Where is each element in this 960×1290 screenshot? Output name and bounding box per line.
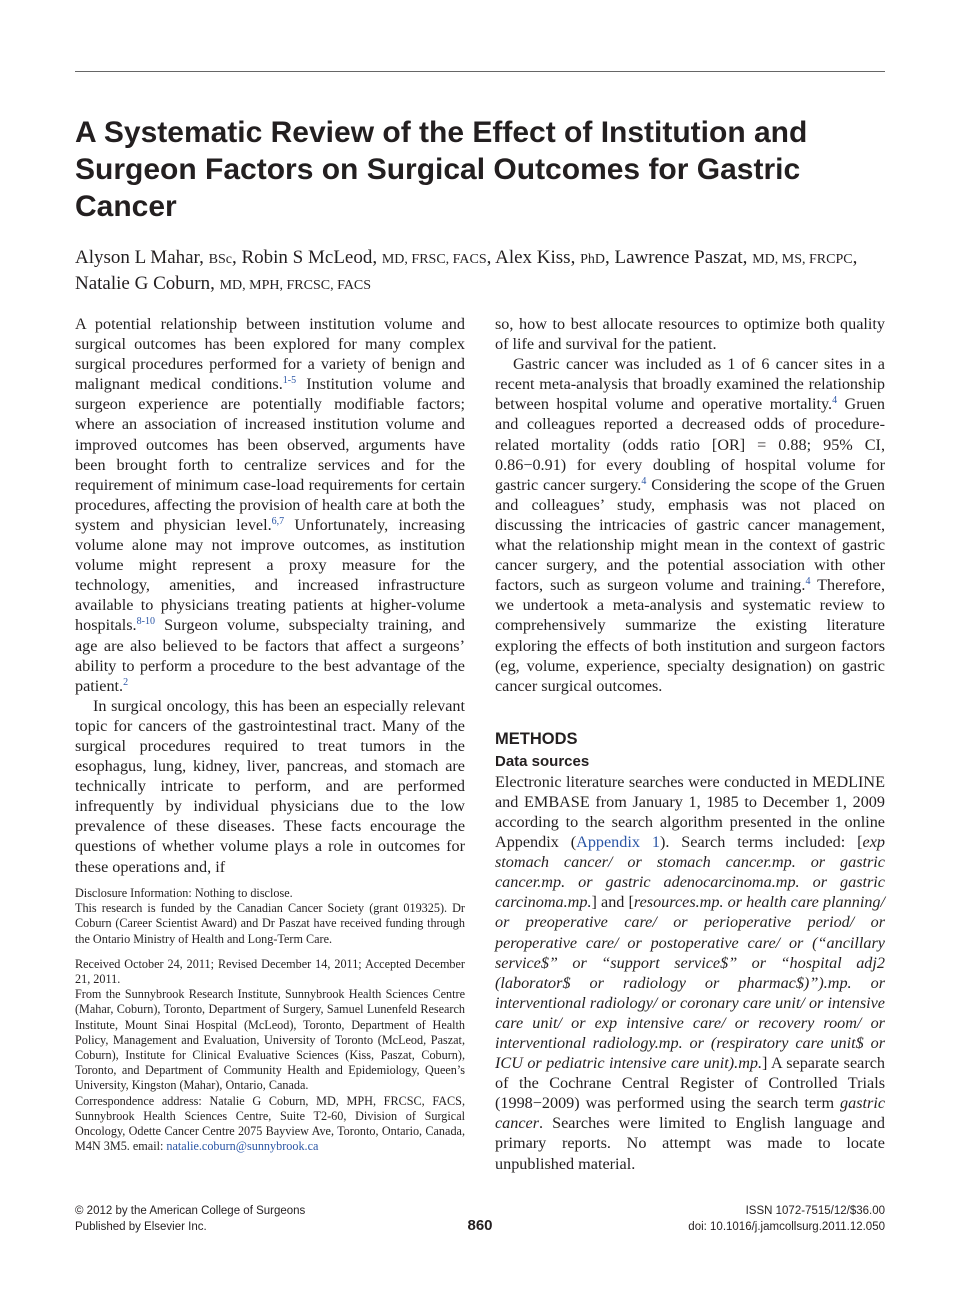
methods-heading: METHODS: [495, 729, 578, 748]
copyright-line: © 2012 by the American College of Surgeons: [75, 1205, 306, 1217]
author: Alyson L Mahar, BSc,: [75, 247, 242, 268]
italic-text: gastric cancer: [495, 1094, 885, 1133]
article-title: A Systematic Review of the Effect of Institution and Surgeon Factors on Surgical Outcomes for Gastric Cancer: [75, 116, 808, 223]
article-notes: [75, 886, 465, 1154]
page-footer: [75, 1204, 885, 1238]
italic-text: exp stomach cancer/ or stomach cancer.mp. or gastric cancer.mp. or gastric adenocarcinoma.mp. or gastric carcinoma.mp.: [495, 833, 886, 912]
received-dates: Received October 24, 2011; Revised December 14, 2011; Accepted December 21, 2011.: [75, 956, 465, 987]
intro-paragraph-1: A potential relationship between institution volume and surgical outcomes has been explored for many complex surgical procedures performed for a variety of benign and malignant medical conditions.$^{1-5}$ Institution volume and surgeon experience are potentially modifiable factors; where an association of increased institution volume and improved outcomes has been observed, arguments have been brought forth to centralize services and for the requirement of minimum case-load requirements for certain procedures, affecting the provision of health care at both the system and physician level.$^{6,7}$ Unfortunately, increasing volume alone may not improve outcomes, as institution volume might represent a proxy measure for the technology, amenities, and increased infrastructure available to physicians treating patients at higher-volume hospitals.$^{8-10}$ Surgeon volume, subspecialty training, and age are also believed to be factors that affect a surgeons’ ability to perform a procedure to the best advantage of the patient.$^2$: [75, 315, 465, 695]
author-degrees: PhD: [580, 252, 605, 267]
funding-note: This research is funded by the Canadian Cancer Society (grant 019325). Dr Coburn (Career Scientist Award) and Dr Paszat have received funding through the Ontario Ministry of Health and Long-Term Care.: [75, 901, 465, 946]
top-rule: [75, 71, 885, 72]
issn-line: ISSN 1072-7515/12/$36.00: [745, 1205, 885, 1217]
methods-paragraph: Electronic literature searches were conducted in MEDLINE and EMBASE from January 1, 1985 to December 1, 2009 according to the search algorithm presented in the online Appendix (Appendix 1). Search terms included: [exp stomach cancer/ or stomach cancer.mp. or gastric cancer.mp. or gastric adenocarcinoma.mp. or gastric carcinoma.mp.] and [resources.mp. or health care planning/ or preoperative care/ or perioperative period/ or peroperative care/ or postoperative care/ or (“ancillary service$” or “support service$” or “hospital adj2 (laborator$ or radiology or pharmac$)”).mp. or interventional radiology/ or coronary care unit/ or intensive care unit/ or exp intensive care/ or recovery room/ or interventional radiology.mp. or (respiratory care unit$ or ICU or pediatric intensive care unit).mp.] A separate search of the Cochrane Central Register of Controlled Trials (1998−2009) was performed using the search term gastric cancer. Searches were limited to English language and primary reports. No attempt was made to locate unpublished material.: [495, 772, 886, 1173]
citation-ref[interactable]: 4: [641, 475, 647, 487]
author: [75, 273, 371, 294]
author: Lawrence Paszat, MD, MS, FRCPC,: [614, 247, 858, 268]
intro-paragraph-3: so, how to best allocate resources to optimize both quality of life and survival for the patient.: [495, 315, 885, 354]
author-degrees: MD, FRSC, FACS: [381, 252, 487, 267]
author-degrees: MD, MS, FRCPC: [752, 252, 853, 267]
author-name: Alex Kiss,: [495, 247, 581, 268]
citation-ref[interactable]: 1-5: [282, 375, 297, 387]
author-name: Robin S McLeod,: [241, 247, 382, 268]
citation-ref[interactable]: 4: [805, 576, 811, 588]
citation-ref[interactable]: 4: [832, 395, 838, 407]
publisher-line: Published by Elsevier Inc.: [75, 1220, 207, 1233]
disclosure-note: Disclosure Information: Nothing to disclose.: [75, 886, 293, 900]
author-name: Natalie G Coburn,: [75, 273, 220, 294]
intro-paragraph-2: In surgical oncology, this has been an especially relevant topic for cancers of the gastrointestinal tract. Many of the surgical procedures required to treat tumors in the esophagus, lung, kidney, liver, pancreas, and stomach are technically intricate to perform, and are performed infrequently by individual physicians due to the low prevalence of these diseases. These facts encourage the questions of whether volume plays a role in outcomes for these operations and, if: [75, 696, 465, 876]
author: Alex Kiss, PhD,: [495, 247, 615, 268]
citation-ref[interactable]: 2: [123, 676, 129, 688]
page-number: 860: [467, 1217, 493, 1234]
affiliations-note: From the Sunnybrook Research Institute, Sunnybrook Health Sciences Centre (Mahar, Coburn), Toronto, Department of Surgery, Samuel Lunenfeld Research Institute, Mount Sinai Hospital (McLeod), Toronto, Department of Health Policy, Management and Evaluation, University of Toronto (McLeod, Paszat, Coburn), Institute for Clinical Evaluative Sciences (Kiss, Paszat, Coburn), Toronto, and Department of Community Health and Epidemiology, Queen’s University, Kingston (Mahar), Ontario, Canada.: [75, 987, 465, 1093]
data-sources-heading: Data sources: [495, 752, 590, 770]
doi-line: doi: 10.1016/j.jamcollsurg.2011.12.050: [688, 1220, 885, 1233]
appendix-link[interactable]: Appendix 1: [576, 833, 660, 852]
email-link[interactable]: natalie.coburn@sunnybrook.ca: [166, 1139, 319, 1154]
author-degrees: MD, MPH, FRCSC, FACS: [219, 278, 372, 293]
right-column: [495, 314, 885, 1174]
italic-text: resources.mp. or health care planning/ or preoperative care/ or perioperative period/ or peroperative care/ or postoperative care/ or (“ancillary service$” or “support service$” or “hospital adj2 (laborator$ or radiology or pharmac$)”).mp. or interventional radiology/ or coronary care unit/ or intensive care unit/ or exp intensive care/ or recovery room/ or interventional radiology.mp. or (respiratory care unit$ or ICU or pediatric intensive care unit).mp.: [495, 893, 886, 1073]
left-column: [75, 314, 465, 877]
correspondence-text: Correspondence address: Natalie G Coburn, MD, MPH, FRCSC, FACS, Sunnybrook Health Sciences Centre, Suite T2-60, Division of Surgical Oncology, Odette Cancer Centre 2075 Bayview Ave, Toronto, Ontario, Canada, M4N 3M5. email:: [75, 1093, 465, 1154]
footer-right: [688, 1204, 885, 1235]
author-list: [75, 246, 885, 298]
author-name: Alyson L Mahar,: [75, 247, 209, 268]
intro-paragraph-4: Gastric cancer was included as 1 of 6 cancer sites in a recent meta-analysis that broadly examined the relationship between hospital volume and operative mortality.$^4$ Gruen and colleagues reported a decreased odds of procedure-related mortality (odds ratio [OR] = 0.88; 95% CI, 0.86−0.91) for every doubling of hospital volume for gastric cancer surgery.$^4$ Considering the scope of the Gruen and colleagues’ study, emphasis was not placed on discussing the intricacies of gastric cancer management, what the relationship might mean in the context of gastric cancer surgery, and the potential association with other factors, such as surgeon volume and training.$^4$ Therefore, we undertook a meta-analysis and systematic review to comprehensively summarize the existing literature exploring the effects of both institution and surgeon factors (eg, volume, experience, specialty designation) on gastric cancer surgical outcomes.: [495, 355, 885, 695]
author-degrees: BSc: [208, 252, 232, 267]
author-name: Lawrence Paszat,: [614, 247, 753, 268]
correspondence-note: [75, 1094, 465, 1155]
citation-ref[interactable]: 6,7: [271, 515, 285, 527]
author: Robin S McLeod, MD, FRSC, FACS,: [241, 247, 496, 268]
citation-ref[interactable]: 8-10: [136, 616, 155, 628]
